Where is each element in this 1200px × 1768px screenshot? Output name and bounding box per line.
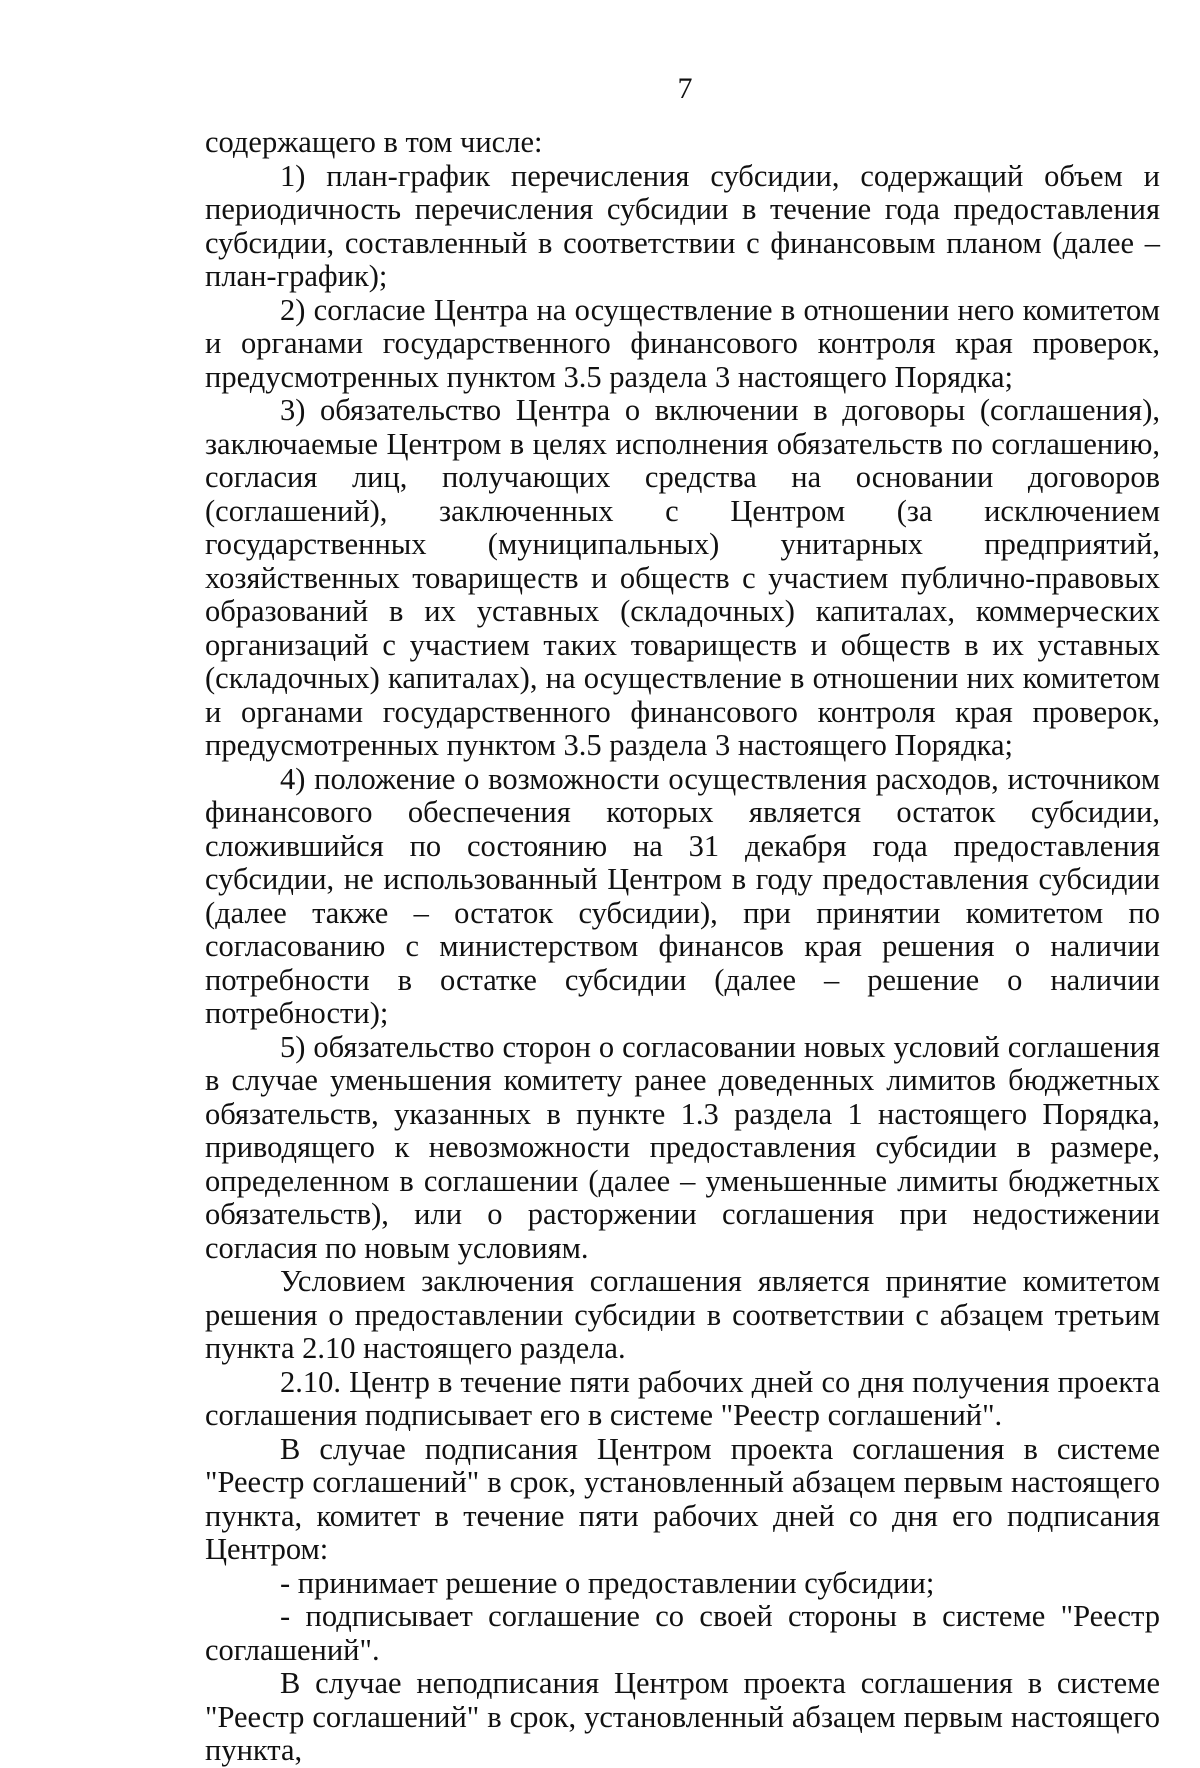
paragraph: 5) обязательство сторон о согласовании новых условий соглашения в случае уменьшения комитету ранее доведенных лимитов бюджетных обязательств, указанных в пункте 1.3 раздела 1 настоящего Порядка, приводящего к невозможности предоставления субсидии в размере, определенном в соглашении (далее – уменьшенные лимиты бюджетных обязательств), или о расторжении соглашения при недостижении согласия по новым условиям. xyxy=(205,1029,1160,1265)
paragraph: содержащего в том числе: xyxy=(205,125,543,159)
paragraph: - принимает решение о предоставлении субсидии; xyxy=(280,1565,935,1600)
paragraph: 2.10. Центр в течение пяти рабочих дней со дня получения проекта соглашения подписывает его в системе "Реестр соглашений". xyxy=(205,1364,1160,1432)
paragraph: 1) план-график перечисления субсидии, содержащий объем и периодичность перечисления субсидии в течение года предоставления субсидии, составленный в соответствии с финансовым планом (далее – план-график); xyxy=(205,158,1160,293)
document-body xyxy=(205,126,1160,1768)
paragraph: В случае подписания Центром проекта соглашения в системе "Реестр соглашений" в срок, установленный абзацем первым настоящего пункта, комитет в течение пяти рабочих дней со дня его подписания Центром: xyxy=(205,1431,1160,1566)
paragraph: 3) обязательство Центра о включении в договоры (соглашения), заключаемые Центром в целях исполнения обязательств по соглашению, согласия лиц, получающих средства на основании договоров (соглашений), заключенных с Центром (за исключением государственных (муниципальных) унитарных предприятий, хозяйственных товариществ и обществ с участием публично-правовых образований в их уставных (складочных) капиталах, коммерческих организаций с участием таких товариществ и обществ в их уставных (складочных) капиталах), на осуществление в отношении них комитетом и органами государственного финансового контроля края проверок, предусмотренных пунктом 3.5 раздела 3 настоящего Порядка; xyxy=(205,393,1160,762)
paragraph: 2) согласие Центра на осуществление в отношении него комитетом и органами государственного финансового контроля края проверок, предусмотренных пунктом 3.5 раздела 3 настоящего Порядка; xyxy=(205,292,1160,394)
paragraph: В случае неподписания Центром проекта соглашения в системе "Реестр соглашений" в срок, установленный абзацем первым настоящего пункта, xyxy=(205,1666,1160,1767)
page-number: 7 xyxy=(677,72,693,105)
paragraph: 4) положение о возможности осуществления расходов, источником финансового обеспечения которых является остаток субсидии, сложившийся по состоянию на 31 декабря года предоставления субсидии, не использованный Центром в году предоставления субсидии (далее также – остаток субсидии), при принятии комитетом по согласованию с министерством финансов края решения о наличии потребности в остатке субсидии (далее – решение о наличии потребности); xyxy=(205,761,1160,1030)
paragraph: Условием заключения соглашения является принятие комитетом решения о предоставлении субсидии в соответствии с абзацем третьим пункта 2.10 настоящего раздела. xyxy=(205,1264,1160,1365)
paragraph: - подписывает соглашение со своей стороны в системе "Реестр соглашений". xyxy=(205,1599,1160,1667)
